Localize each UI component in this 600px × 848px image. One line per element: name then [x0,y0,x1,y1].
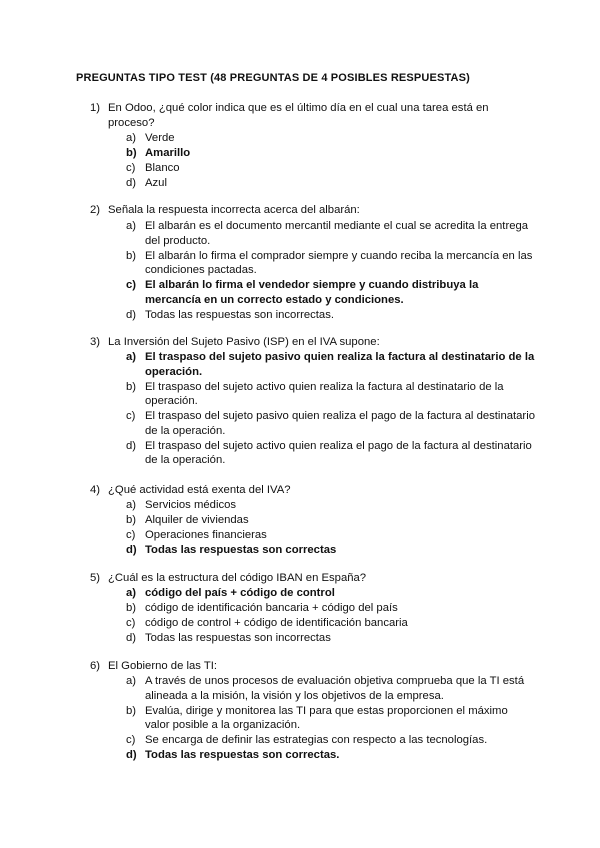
option-letter: d) [126,543,137,556]
question-number: 5) [90,572,101,584]
question-number: 2) [90,204,101,216]
option-letter: c) [126,734,136,747]
option-b [0,249,600,278]
option-text: El albarán lo firma el vendedor siempre y cuando distribuya la mercancía en un correcto estado y condiciones. [145,279,479,306]
question-text: La Inversión del Sujeto Pasivo (ISP) en el IVA supone: [108,336,380,348]
option-text: A través de unos procesos de evaluación objetiva comprueba que la TI está alineada a la misión, la visión y los objetivos de la empresa. [145,675,525,702]
option-letter: b) [126,513,137,526]
option-letter: c) [126,161,136,174]
option-a [0,219,600,248]
option-text: Todas las respuestas son incorrectas [145,631,331,644]
question-number: 1) [90,102,101,114]
option-letter: a) [126,220,137,232]
option-letter: c) [126,528,136,541]
question-text: Señala la respuesta incorrecta acerca del albarán: [108,204,360,216]
option-text: El traspaso del sujeto pasivo quien realiza el pago de la factura al destinatario de la operación. [145,410,535,437]
option-d [0,308,600,323]
option-text: Verde [145,132,175,144]
option-letter: a) [126,587,137,599]
option-b [0,146,600,161]
option-text: El traspaso del sujeto activo quien realiza la factura al destinatario de la operación. [145,380,504,408]
option-letter: b) [126,380,137,393]
option-text: El albarán es el documento mercantil mediante el cual se acredita la entrega del producto. [145,220,529,247]
question-text: En Odoo, ¿qué color indica que es el último día en el cual una tarea está en proceso? [108,102,489,129]
option-text: El traspaso del sujeto activo quien realiza el pago de la factura al destinatario de la operación. [145,439,532,467]
option-letter: d) [126,308,137,321]
option-text: código del país + código de control [145,587,335,599]
option-a [0,498,600,513]
option-letter: c) [126,279,137,292]
option-letter: b) [126,249,137,262]
option-c [0,733,600,748]
option-b [0,380,600,409]
question-number: 3) [90,336,101,348]
option-text: Todas las respuestas son correctas [145,543,337,556]
option-letter: b) [126,146,137,159]
option-text: código de control + código de identificación bancaria [145,616,408,629]
option-letter: c) [126,410,136,423]
question-number: 4) [90,484,101,496]
option-letter: a) [126,499,137,511]
option-letter: a) [126,675,137,687]
question-number: 6) [90,660,101,672]
option-text: Todas las respuestas son incorrectas. [145,308,335,321]
option-c [0,278,600,307]
option-text: Alquiler de viviendas [145,513,249,526]
option-letter: d) [126,439,137,452]
option-b [0,704,600,733]
option-letter: b) [126,704,137,717]
option-c [0,161,600,176]
option-text: Blanco [145,161,180,174]
option-d [0,748,600,763]
option-a [0,350,600,379]
page-title: PREGUNTAS TIPO TEST (48 PREGUNTAS DE 4 POSIBLES RESPUESTAS) [76,72,470,84]
option-letter: a) [126,351,137,363]
option-d [0,176,600,191]
option-c [0,616,600,631]
question-text: ¿Qué actividad está exenta del IVA? [108,484,291,496]
option-text: Operaciones financieras [145,528,267,541]
option-text: Amarillo [145,146,191,159]
option-letter: d) [126,176,137,189]
option-text: Evalúa, dirige y monitorea las TI para que estas proporcionen el máximo valor posible a la organización. [145,704,508,732]
option-a [0,586,600,601]
option-b [0,513,600,528]
option-c [0,528,600,543]
option-d [0,631,600,646]
option-letter: d) [126,631,137,644]
option-letter: d) [126,749,137,762]
option-letter: b) [126,601,137,614]
option-text: Azul [145,176,167,189]
option-c [0,409,600,438]
option-a [0,674,600,703]
option-text: El albarán lo firma el comprador siempre y cuando reciba la mercancía en las condiciones pactadas. [145,249,533,277]
option-a [0,131,600,146]
option-text: Servicios médicos [145,499,237,511]
option-d [0,439,600,468]
option-letter: c) [126,616,136,629]
question-text: El Gobierno de las TI: [108,660,218,672]
option-text: El traspaso del sujeto pasivo quien realiza la factura al destinatario de la operación. [145,351,535,378]
option-letter: a) [126,132,137,144]
option-text: código de identificación bancaria + código del país [145,601,398,614]
question-text: ¿Cuál es la estructura del código IBAN en España? [108,572,367,584]
option-b [0,601,600,616]
option-d [0,543,600,558]
option-text: Todas las respuestas son correctas. [145,749,340,762]
option-text: Se encarga de definir las estrategias con respecto a las tecnologías. [145,734,488,747]
